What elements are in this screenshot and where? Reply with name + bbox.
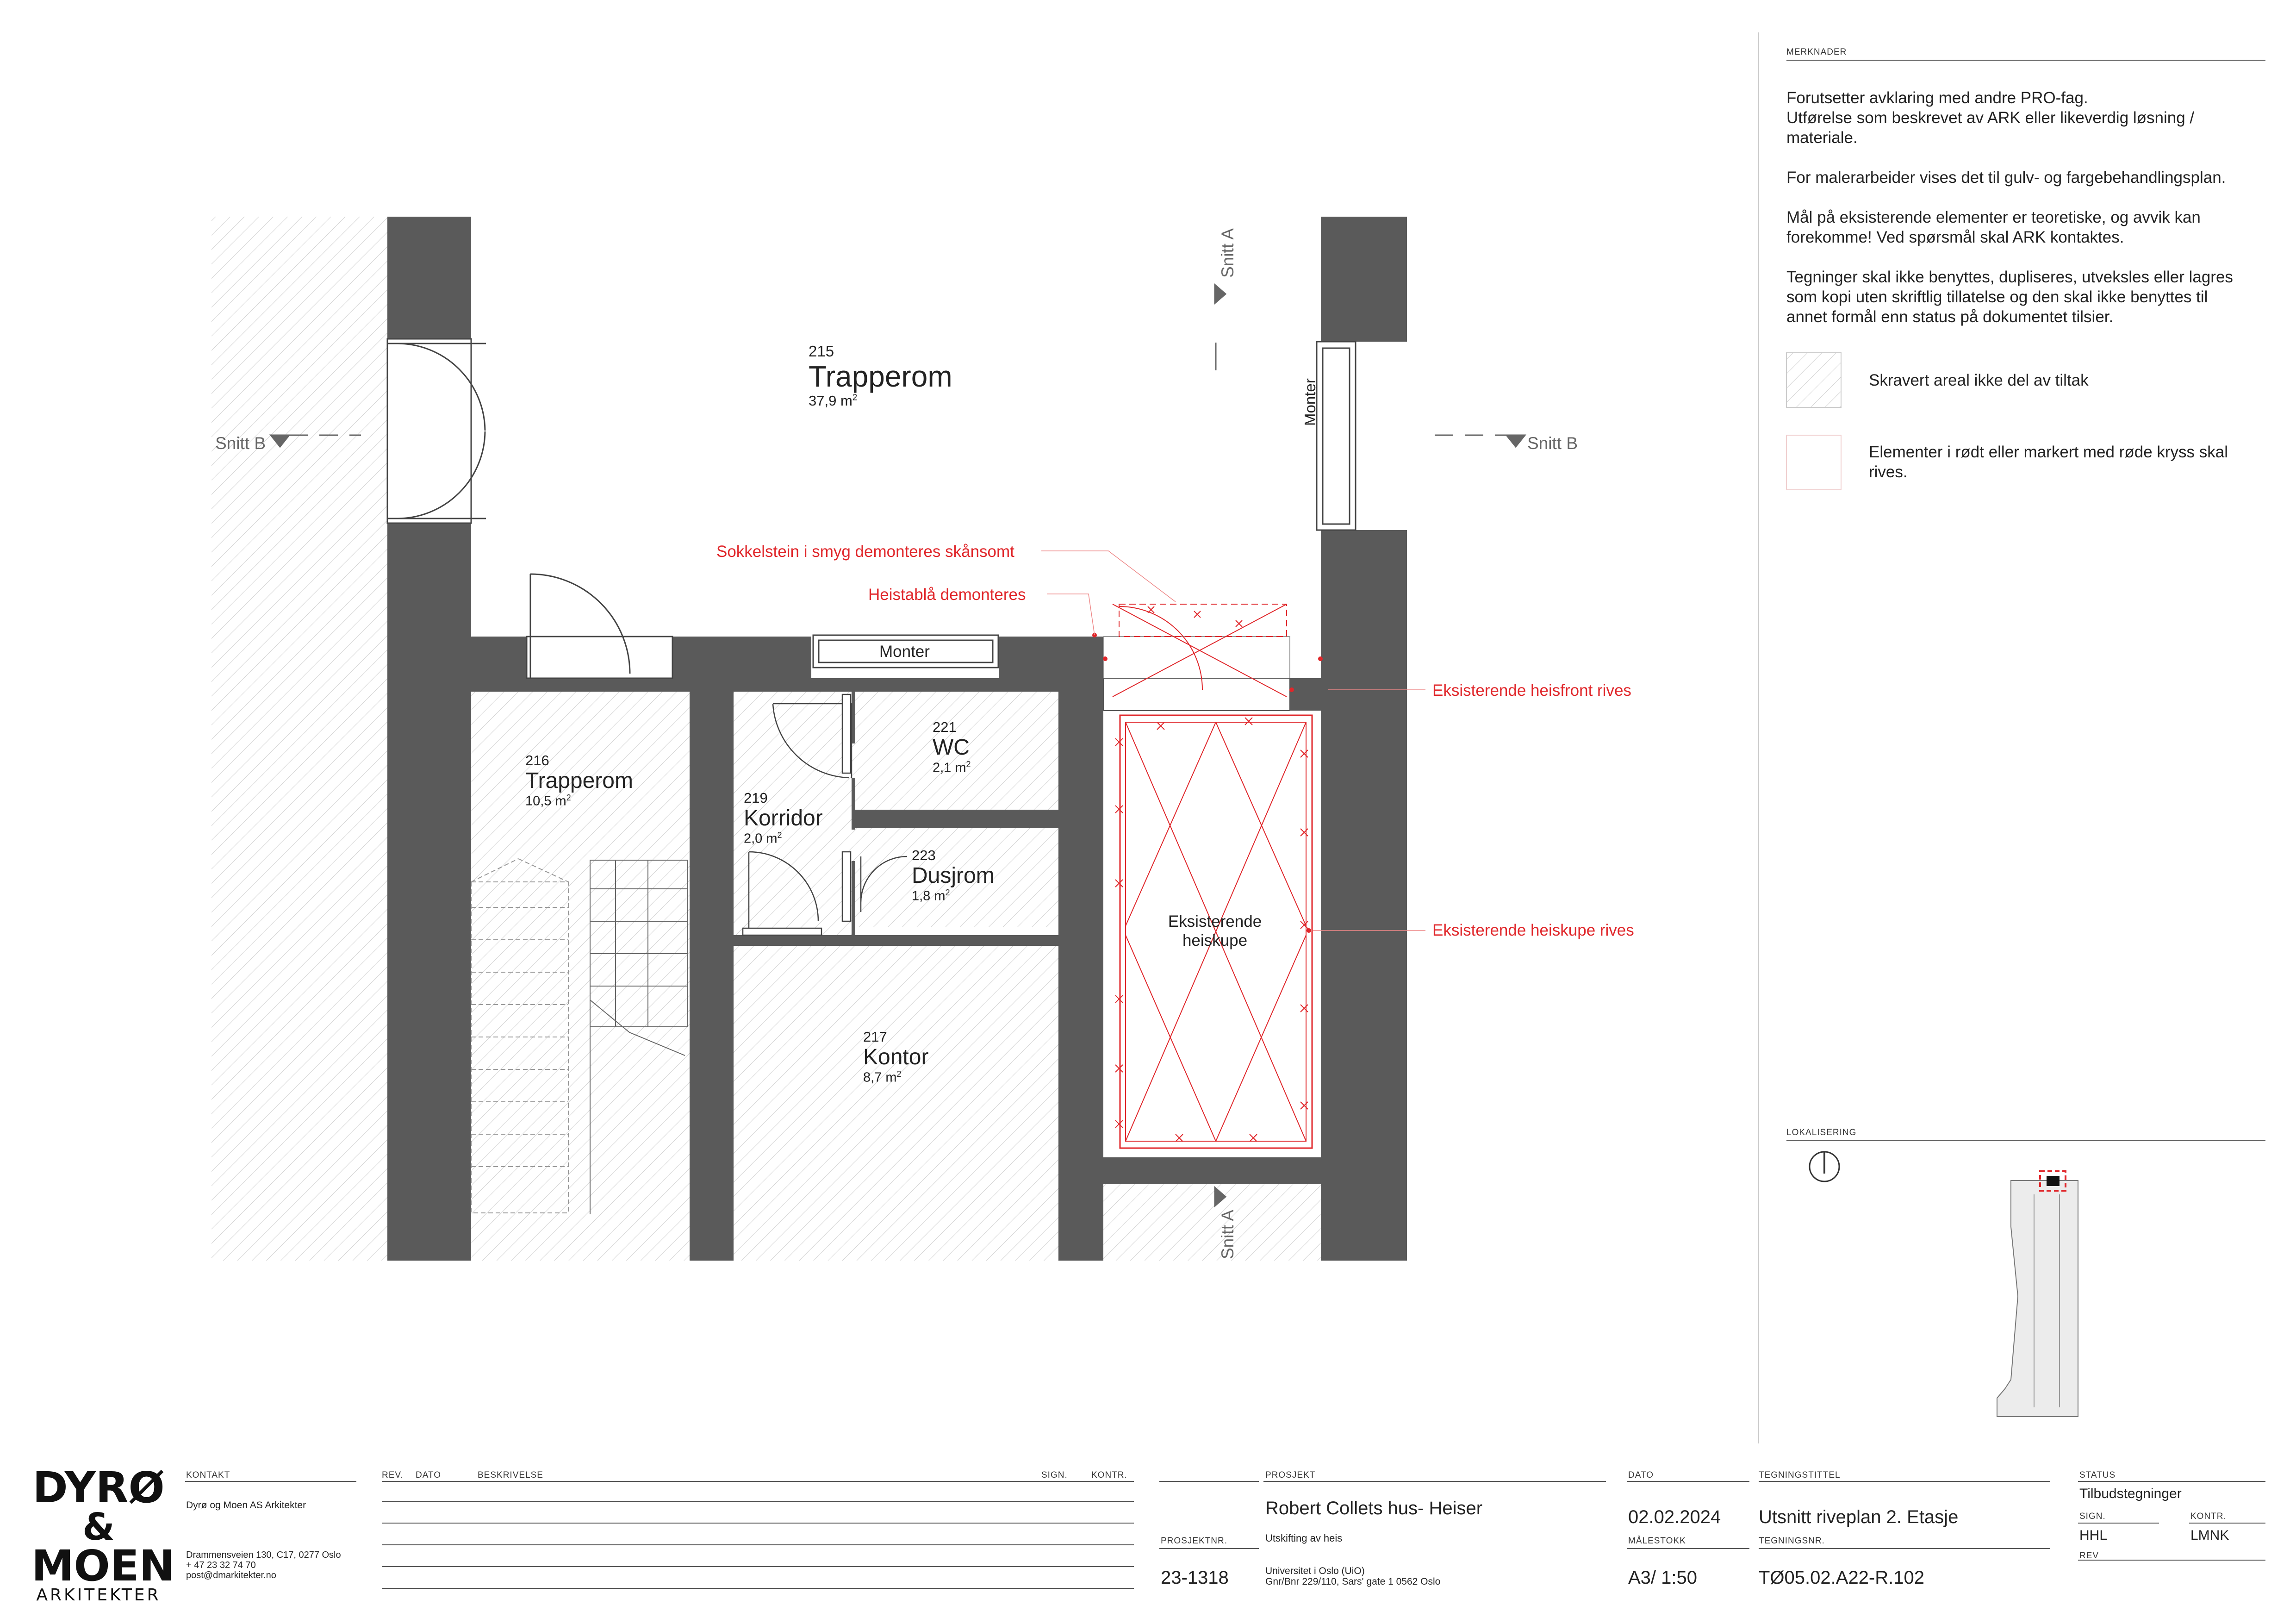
client-line: Gnr/Bnr 229/110, Sars' gate 1 0562 Oslo	[1265, 1576, 1441, 1587]
note-line: forekomme! Ved spørsmål skal ARK kontaktes.	[1786, 228, 2124, 246]
room-number: 216	[525, 752, 549, 768]
tegningsnr-label: TEGNINGSNR.	[1759, 1536, 1825, 1546]
annotation-heistabla: Heistablå demonteres	[868, 586, 1026, 604]
room-217-label	[863, 1029, 928, 1086]
prosjekt-label: PROSJEKT	[1265, 1470, 1316, 1480]
legend-line: rives.	[1869, 463, 1908, 481]
client-info	[1265, 1566, 1440, 1587]
note-paragraph	[1786, 88, 2259, 148]
rev-label: REV	[2079, 1551, 2099, 1561]
legend-line: Elementer i rødt eller markert med røde kryss skal	[1869, 443, 2228, 461]
demolition-crosses	[1115, 606, 1308, 1142]
tegningstittel-label: TEGNINGSTITTEL	[1759, 1470, 1841, 1480]
sign-label: SIGN.	[2079, 1512, 2106, 1521]
malestokk-label: MÅLESTOKK	[1628, 1536, 1686, 1546]
note-line: Tegninger skal ikke benyttes, dupliseres, utveksles eller lagres	[1786, 268, 2233, 286]
firm-name: Dyrø og Moen AS Arkitekter	[186, 1500, 306, 1511]
monter-top-label: Monter	[879, 643, 930, 661]
note-line: For malerarbeider vises det til gulv- og fargebehandlingsplan.	[1786, 169, 2226, 187]
room-215-label	[809, 343, 952, 409]
kontr-label: KONTR.	[2190, 1512, 2227, 1521]
note-paragraph	[1786, 207, 2259, 247]
monter-right-label: Monter	[1301, 378, 1319, 426]
room-name: Dusjrom	[912, 863, 995, 888]
note-line: som kopi uten skriftlig tillatelse og den skal ikke benyttes til	[1786, 288, 2208, 306]
room-area: 2,1 $m^2$	[933, 760, 971, 775]
heiskupe-line: heiskupe	[1182, 931, 1248, 949]
room-219-label	[744, 790, 823, 847]
logo-line: DYRØ	[32, 1463, 165, 1512]
rev-header-sign: SIGN.	[1041, 1470, 1068, 1480]
status-label: STATUS	[2079, 1470, 2116, 1480]
snitt-a-top: Snitt A	[1218, 228, 1237, 278]
firm-address	[186, 1550, 341, 1580]
room-number: 219	[744, 790, 768, 806]
tegningstittel-value: Utsnitt riveplan 2. Etasje	[1759, 1507, 1959, 1527]
legend-hatch-swatch	[1786, 353, 1841, 407]
legend-red-swatch	[1786, 435, 1841, 490]
snitt-a-bottom: Snitt A	[1218, 1210, 1237, 1259]
annotation-heiskupe: Eksisterende heiskupe rives	[1432, 921, 1634, 939]
legend-red-text	[1869, 442, 2228, 482]
malestokk-value: A3/ 1:50	[1628, 1568, 1698, 1588]
prosjekt-sub: Utskifting av heis	[1265, 1532, 1343, 1544]
room-area: 10,5 $m^2$	[525, 793, 571, 809]
logo-line: &	[82, 1505, 115, 1549]
dato-value: 02.02.2024	[1628, 1507, 1721, 1527]
hatched-area-217	[734, 946, 1058, 1261]
prosjektnr-value: 23-1318	[1161, 1568, 1229, 1588]
room-area: 2,0 $m^2$	[744, 831, 782, 846]
note-line: Forutsetter avklaring med andre PRO-fag.	[1786, 89, 2088, 107]
legend-hatch-text: Skravert areal ikke del av tiltak	[1869, 371, 2089, 389]
merknader-heading: MERKNADER	[1786, 47, 1847, 57]
note-line: materiale.	[1786, 129, 1858, 147]
room-number: 221	[933, 719, 957, 735]
tegningsnr-value: TØ05.02.A22-R.102	[1759, 1568, 1924, 1588]
rev-header-rev: REV.	[382, 1470, 404, 1480]
room-area: 8,7 $m^2$	[863, 1069, 902, 1085]
kontakt-label: KONTAKT	[186, 1470, 230, 1480]
room-name: Trapperom	[809, 360, 952, 393]
hatched-area-bottom-right	[1103, 1184, 1321, 1261]
room-223-label	[912, 847, 995, 904]
room-number: 223	[912, 847, 936, 863]
heiskupe-line: Eksisterende	[1168, 912, 1262, 931]
address-line: Drammensveien 130, C17, 0277 Oslo	[186, 1550, 341, 1560]
note-line: Mål på eksisterende elementer er teoretiske, og avvik kan	[1786, 208, 2201, 226]
room-number: 215	[809, 343, 834, 360]
lokalisering-heading: LOKALISERING	[1786, 1128, 1857, 1137]
dato-label: DATO	[1628, 1470, 1654, 1480]
room-name: Korridor	[744, 806, 823, 831]
double-door-left	[387, 339, 486, 523]
door-216	[527, 574, 672, 678]
room-name: WC	[933, 735, 970, 760]
logo-line: MOEN	[31, 1541, 175, 1591]
client-line: Universitet i Oslo (UiO)	[1265, 1566, 1365, 1576]
room-area: 37,9 $m^2$	[809, 393, 858, 409]
note-paragraph	[1786, 168, 2259, 187]
room-216-label	[525, 752, 633, 809]
prosjektnr-label: PROSJEKTNR.	[1161, 1536, 1228, 1546]
room-area: 1,8 $m^2$	[912, 888, 950, 904]
annotation-heisfront: Eksisterende heisfront rives	[1432, 681, 1631, 700]
monter-right-case	[1317, 342, 1356, 530]
heiskupe-label	[1152, 912, 1277, 950]
rev-header-beskrivelse: BESKRIVELSE	[478, 1470, 543, 1480]
address-line: + 47 23 32 74 70	[186, 1560, 256, 1570]
site-key-plan	[1997, 1181, 2078, 1417]
kontr-value: LMNK	[2190, 1528, 2229, 1543]
room-221-label	[933, 719, 971, 776]
note-line: Utførelse som beskrevet av ARK eller likeverdig løsning /	[1786, 109, 2195, 127]
rev-header-kontr: KONTR.	[1091, 1470, 1127, 1480]
snitt-b-left: Snitt B	[215, 434, 266, 453]
elevator-demolition	[1103, 604, 1312, 1148]
prosjekt-value: Robert Collets hus- Heiser	[1265, 1498, 1483, 1518]
note-paragraph	[1786, 267, 2259, 327]
rev-header-dato: DATO	[416, 1470, 442, 1480]
room-name: Kontor	[863, 1045, 929, 1069]
status-value: Tilbudstegninger	[2079, 1486, 2182, 1501]
room-name: Trapperom	[525, 768, 633, 793]
annotation-sokkelstein: Sokkelstein i smyg demonteres skånsomt	[716, 543, 1014, 561]
note-line: annet formål enn status på dokumentet tilsier.	[1786, 308, 2114, 326]
sign-value: HHL	[2079, 1528, 2108, 1543]
hatched-area-left	[212, 217, 387, 1261]
address-line: post@dmarkitekter.no	[186, 1570, 276, 1580]
firm-logo	[31, 1463, 175, 1605]
merknader-notes	[1786, 88, 2259, 327]
snitt-b-right: Snitt B	[1527, 434, 1578, 453]
room-number: 217	[863, 1029, 887, 1045]
logo-line: ARKITEKTER	[36, 1586, 161, 1605]
